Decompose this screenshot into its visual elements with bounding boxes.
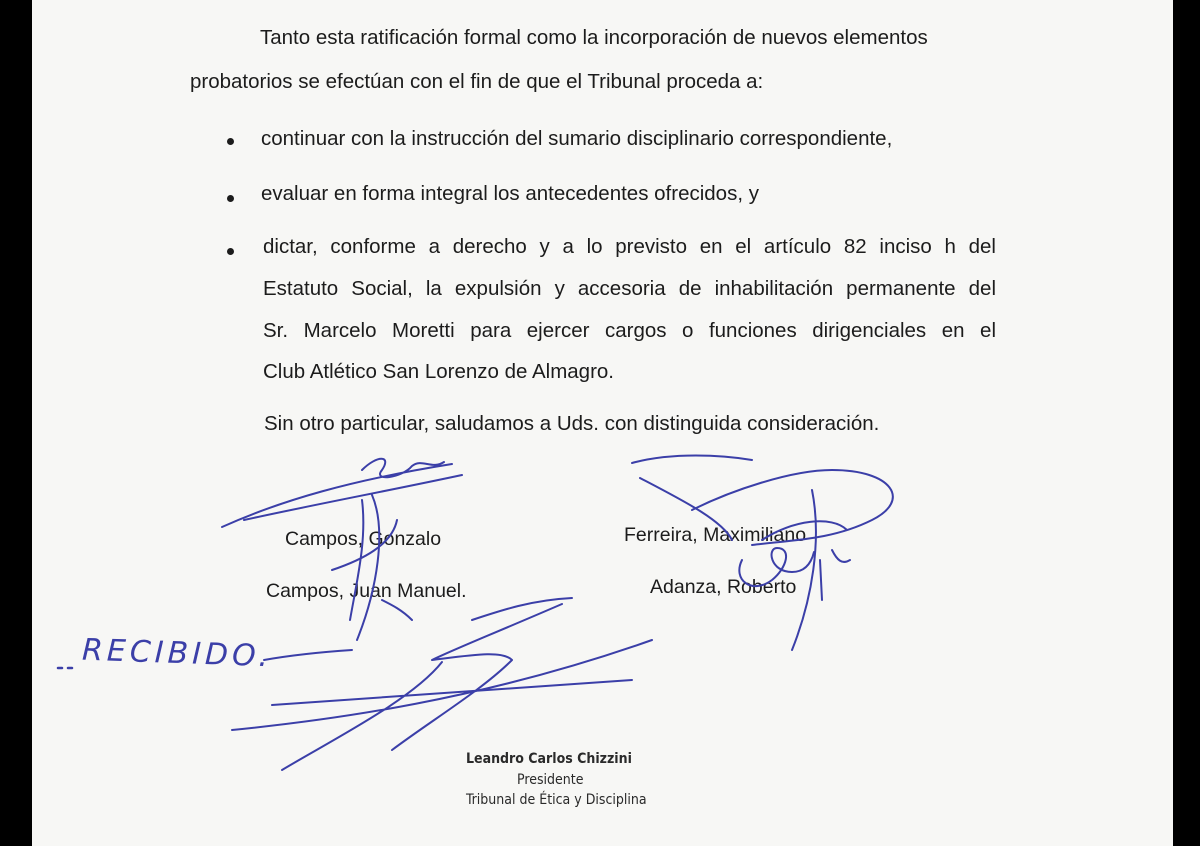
stamp-role: Presidente: [517, 772, 584, 788]
signatory-right-1: Ferreira, Maximiliano: [624, 524, 807, 546]
signatures-ink: [32, 0, 1173, 846]
stamp-name: Leandro Carlos Chizzini: [466, 751, 632, 767]
bullet-item-3-line-2: Estatuto Social, la expulsión y accesoria de inhabilitación permanente del: [263, 277, 996, 300]
bullet-item-1: continuar con la instrucción del sumario disciplinario correspondiente,: [261, 127, 893, 150]
stamp-body: Tribunal de Ética y Disciplina: [466, 792, 647, 808]
signatory-left-2: Campos, Juan Manuel.: [266, 580, 467, 602]
signature-right-1: [632, 456, 893, 651]
signature-left-1: [222, 459, 462, 640]
bullet-item-2: evaluar en forma integral los antecedentes ofrecidos, y: [261, 182, 759, 205]
received-stroke: [264, 650, 352, 660]
signature-bottom: [232, 598, 652, 770]
paragraph-1-line-2: probatorios se efectúan con el fin de que el Tribunal proceda a:: [190, 70, 764, 93]
bullet-item-3-line-4: Club Atlético San Lorenzo de Almagro.: [263, 360, 614, 383]
document-page: [32, 0, 1173, 846]
paragraph-1-line-1: Tanto esta ratificación formal como la incorporación de nuevos elementos: [260, 26, 928, 49]
bullet-item-3-line-3: Sr. Marcelo Moretti para ejercer cargos o funciones dirigenciales en el: [263, 319, 996, 342]
signature-right-2: [739, 548, 850, 600]
signatory-left-1: Campos, Gonzalo: [285, 528, 442, 550]
bullet-item-3-line-1: dictar, conforme a derecho y a lo previsto en el artículo 82 inciso h del: [263, 235, 996, 258]
signatory-right-2: Adanza, Roberto: [650, 576, 797, 598]
closing-line: Sin otro particular, saludamos a Uds. con distinguida consideración.: [264, 412, 880, 435]
handwritten-received-note: RECIBIDO.: [81, 632, 273, 675]
